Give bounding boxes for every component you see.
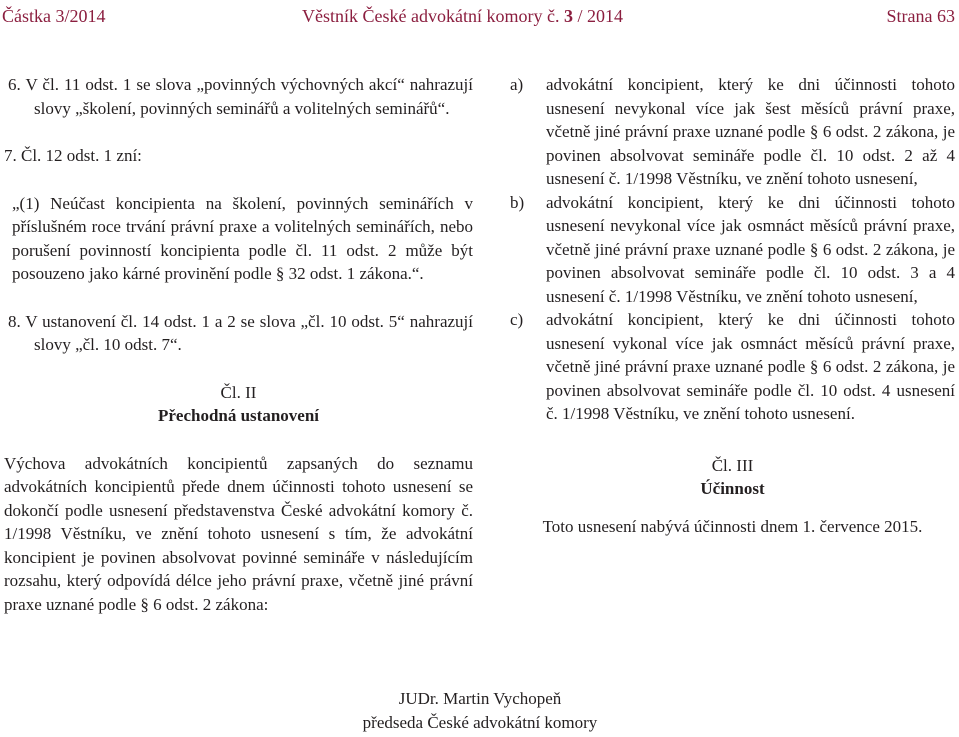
header-issue-number: 3 [563, 6, 573, 26]
article-3-number: Čl. III [711, 455, 754, 475]
signature-block [240, 687, 720, 734]
article-2-title: Přechodná ustanovení [157, 406, 320, 425]
list-item-text: advokátní koncipient, který ke dni účinnosti tohoto usnesení vykonal více jak osmnáct měsíců právní praxe, včetně jiné právní praxe uznané podle § 6 odst. 2 zákona, je povinen absolvovat semináře podle čl. 10 odst. 4 usnesení č. 1/1998 Věstníku, ve znění tohoto usnesení. [546, 310, 955, 423]
signatory-role: předseda České advokátní komory [362, 712, 598, 732]
list-marker: a) [510, 75, 524, 94]
transition-item-c [510, 308, 955, 426]
transition-item-b [510, 191, 955, 309]
article-2-number: Čl. II [220, 382, 257, 402]
left-column [4, 73, 473, 616]
list-marker: b) [510, 192, 525, 212]
header-journal-title [302, 5, 623, 27]
header-left: Částka 3/2014 [2, 6, 106, 26]
transition-item-a [510, 73, 955, 191]
header-title-prefix: Věstník České advokátní komory č. [302, 6, 564, 26]
list-marker: c) [510, 310, 524, 329]
list-item-text: advokátní koncipient, který ke dni účinnosti tohoto usnesení nevykonal více jak šest měsíců právní praxe, včetně jiné právní praxe uznané podle § 6 odst. 2 zákona, je povinen absolvovat semináře podle čl. 10 odst. 2 až 4 usnesení č. 1/1998 Věstníku, ve znění tohoto usnesení, [546, 75, 955, 188]
list-item-text: advokátní koncipient, který ke dni účinnosti tohoto usnesení nevykonal více jak osmnáct měsíců právní praxe, včetně jiné právní praxe uznané podle § 6 odst. 2 zákona, je povinen absolvovat semináře podle čl. 10 odst. 3 a 4 usnesení č. 1/1998 Věstníku, ve znění tohoto usnesení, [546, 192, 955, 306]
amendment-item-7-intro: 7. Čl. 12 odst. 1 zní: [4, 146, 142, 165]
header-page-number: Strana 63 [886, 6, 955, 26]
article-2-body: Výchova advokátních koncipientů zapsaných do seznamu advokátních koncipientů přede dnem účinnosti tohoto usnesení se dokončí podle usnesení představenstva České advokátní komory č. 1/1998 Věstníku, ve znění tohoto usnesení s tím, že advokátní koncipient je povinen absolvovat povinné semináře v následujícím rozsahu, který odpovídá délce jeho právní praxe, včetně jiné právní praxe uznané podle § 6 odst. 2 zákona: [4, 453, 473, 614]
article-3-title: Účinnost [700, 479, 765, 498]
right-column [510, 73, 955, 538]
header-title-suffix: / 2014 [572, 6, 623, 26]
amendment-item-7-quote: „(1) Neúčast koncipienta na školení, povinných seminářích v příslušném roce trvání právní praxe a volitelných seminářích, nebo porušení povinností koncipienta podle čl. 11 odst. 2 může být posouzeno jako kárné provinění podle § 32 odst. 1 zákona.“. [12, 193, 473, 283]
article-3-body: Toto usnesení nabývá účinnosti dnem 1. července 2015. [542, 516, 923, 536]
amendment-item-8: 8. V ustanovení čl. 14 odst. 1 a 2 se slova „čl. 10 odst. 5“ nahrazují slovy „čl. 10 odst. 7“. [8, 311, 473, 354]
amendment-item-6: 6. V čl. 11 odst. 1 se slova „povinných výchovných akcí“ nahrazují slovy „školení, povinných seminářů a volitelných seminářů“. [8, 75, 473, 118]
signatory-name: JUDr. Martin Vychopeň [398, 689, 562, 708]
